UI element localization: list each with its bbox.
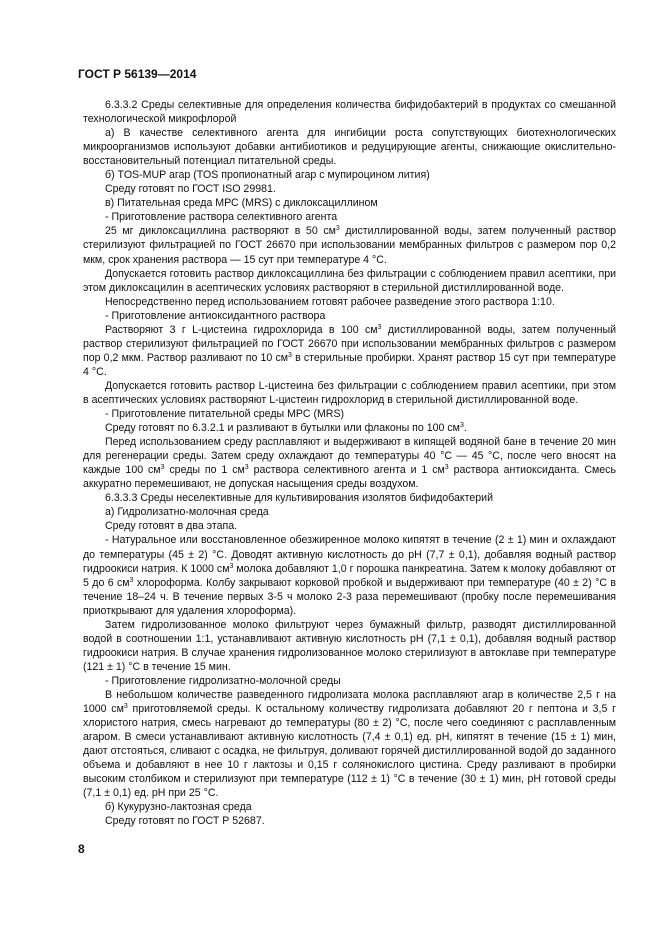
superscript: 3 <box>229 562 234 570</box>
paragraph <box>83 309 616 323</box>
paragraph <box>83 98 616 126</box>
paragraph <box>83 126 616 168</box>
paragraph <box>83 435 616 491</box>
text-run: Затем гидролизованное молоко фильтруют через бумажный фильтр, разводят дистиллированной водой в соотношении 1:1, устанавливают активную кислотность pH (7,1 ± 0,1), добавляя водный раствор гидроокиси натрия. В случае хранения гидролизованное молоко стерилизуют в автоклаве при температуре (121 ± 1) °С в течение 15 мин. <box>83 618 616 673</box>
text-run: 6.3.3.3 Среды неселективные для культивирования изолятов бифидобактерий <box>105 492 494 505</box>
superscript: 3 <box>459 422 464 430</box>
text-run: В небольшом количестве разведенного гидролизата молока расплавляют агар в количестве 2,5 г на 1000 см <box>83 688 616 716</box>
text-run: Допускается готовить раствор диклоксациллина без фильтрации с соблюдением правил асептики, при этом диклоксацилин в асептических условиях растворяют в стерильной дистиллированной воде. <box>83 267 616 294</box>
text-run: Непосредственно перед использованием готовят рабочее разведение этого раствора 1:10. <box>105 295 555 308</box>
paragraph <box>83 267 616 295</box>
paragraph <box>83 407 616 421</box>
superscript: 3 <box>377 323 382 331</box>
text-run: молока добавляют 1,0 г порошка панкреатина. Затем к молоку добавляют от 5 до 6 см <box>83 562 616 589</box>
paragraph <box>83 323 616 379</box>
text-run: Перед использованием среду расплавляют и выдерживают в кипящей водяной бане в течение 20 мин для регенерации среды. Затем среду охлаждают до температуры 40 °С — 45 °С, после чего вносят на каждые 100 см <box>83 436 616 477</box>
text-run: - Приготовление раствора селективного агента <box>105 211 338 224</box>
text-run: в стерильные пробирки. Хранят раствор 15 сут при температуре 4 °С. <box>83 351 617 378</box>
text-run: а) В качестве селективного агента для ингибиции роста сопутствующих биотехнологических микроорганизмов используют добавки антибиотиков и редуцирующие агенты, снижающие окислительно-восстановительный потенциал питательной среды. <box>83 127 616 168</box>
text-run: б) TOS-MUP агар (TOS пропионатный агар с мупироцином лития) <box>105 169 430 182</box>
text-run: . <box>463 422 467 435</box>
text-run: - Натуральное или восстановленное обезжиренное молоко кипятят в течение (2 ± 1) мин и охлаждают до температуры (45 ± 2) °С. Доводят активную кислотность до pH (7,7 ± 0,1), добавляя водный раствор гидроокиси натрия. К 1000 см <box>83 534 616 575</box>
text-run: - Приготовление питательной среды МРС (MRS) <box>105 408 345 421</box>
paragraph <box>83 688 616 800</box>
text-run: среды по 1 см <box>164 464 245 477</box>
superscript: 3 <box>288 351 292 359</box>
paragraph <box>83 168 616 182</box>
paragraph <box>83 519 616 533</box>
paragraph <box>83 182 616 196</box>
text-run: раствора антиоксиданта. Смесь аккуратно перемешивают, не допуская насыщения среды воздухом. <box>83 464 616 491</box>
superscript: 3 <box>335 225 340 233</box>
page-number: 8 <box>78 842 85 856</box>
document-header: ГОСТ Р 56139—2014 <box>78 67 197 81</box>
paragraph <box>83 491 616 505</box>
text-run: - Приготовление гидролизатно-молочной среды <box>105 674 341 687</box>
text-run: Среду готовят в два этапа. <box>105 520 238 533</box>
text-run: Допускается готовить раствор L-цистеина без фильтрации с соблюдением правил асептики, при этом в асептических условиях растворяют L-цистеин гидрохлорид в стерильной дистиллированной воде. <box>83 379 616 406</box>
paragraph <box>83 196 616 210</box>
text-run: приготовляемой среды. К остальному количеству гидролизата добавляют 20 г пептона и 3,5 г хлористого натрия, смесь нагревают до температуры (80 ± 2) °С, после чего соединяют с расплавленным агаром. В смеси устанавливают активную кислотность (7,4 ± 0,1) ед. pH, кипятят в течение (15 ± 1) мин, дают отстояться, сливают с осадка, не фильтруя, доливают горячей дистиллированной водой до заданного объема и добавляют в нее 10 г лактозы и 0,15 г солянокислого цистина. Среду разливают в пробирки высоким столбиком и стерилизуют при температуре (112 ± 1) °С в течение (30 ± 1) мин, pH готовой среды (7,1 ± 0,1) ед. pH при 25 °С. <box>83 703 616 800</box>
text-run: Растворяют 3 г L-цистеина гидрохлорида в 100 см <box>105 323 378 336</box>
text-run: б) Кукурузно-лактозная среда <box>105 801 252 814</box>
superscript: 3 <box>123 703 128 711</box>
text-run: в) Питательная среда МРС (MRS) с диклоксациллином <box>105 197 378 210</box>
text-run: дистиллированной воды, затем полученный раствор стерилизуют фильтрацией по ГОСТ 26670 при использовании мембранных фильтров с размером пор 0,2 мкм, срок хранения раствора — 15 сут при температуре 4 °С. <box>83 225 617 266</box>
text-run: а) Гидролизатно-молочная среда <box>105 506 269 519</box>
paragraph <box>83 224 616 266</box>
paragraph <box>83 800 616 814</box>
text-run: раствора селективного агента и 1 см <box>248 464 445 477</box>
paragraph <box>83 295 616 309</box>
superscript: 3 <box>444 464 449 472</box>
paragraph <box>83 379 616 407</box>
document-body <box>83 98 616 828</box>
paragraph <box>83 674 616 688</box>
text-run: Среду готовят по 6.3.2.1 и разливают в бутылки или флаконы по 100 см <box>105 422 460 435</box>
text-run: 25 мг диклоксациллина растворяют в 50 см <box>105 225 336 238</box>
superscript: 3 <box>129 576 134 584</box>
paragraph <box>83 533 616 617</box>
text-run: хлороформа. Колбу закрывают корковой пробкой и выдерживают при температуре (40 ± 2) °С в течение 18–24 ч. В течение первых 3-5 ч молоко 2-3 раза перемешивают (пробку после перемешивания приоткрывают для удаления хлороформа). <box>83 576 616 617</box>
superscript: 3 <box>244 464 249 472</box>
text-run: - Приготовление антиоксидантного раствора <box>105 309 326 322</box>
superscript: 3 <box>160 464 165 472</box>
text-run: 6.3.3.2 Среды селективные для определения количества бифидобактерий в продуктах со смешанной технологической микрофлорой <box>83 99 616 126</box>
text-run: Среду готовят по ГОСТ ISO 29981. <box>105 183 276 196</box>
text-run: дистиллированной воды, затем полученный раствор стерилизуют фильтрацией по ГОСТ 26670 при использовании мембранных фильтров с размером пор 0,2 мкм. Раствор разливают по 10 см <box>83 323 616 364</box>
paragraph <box>83 210 616 224</box>
paragraph <box>83 618 616 674</box>
text-run: Среду готовят по ГОСТ Р 52687. <box>105 815 265 828</box>
paragraph <box>83 505 616 519</box>
paragraph <box>83 814 616 828</box>
paragraph <box>83 421 616 435</box>
